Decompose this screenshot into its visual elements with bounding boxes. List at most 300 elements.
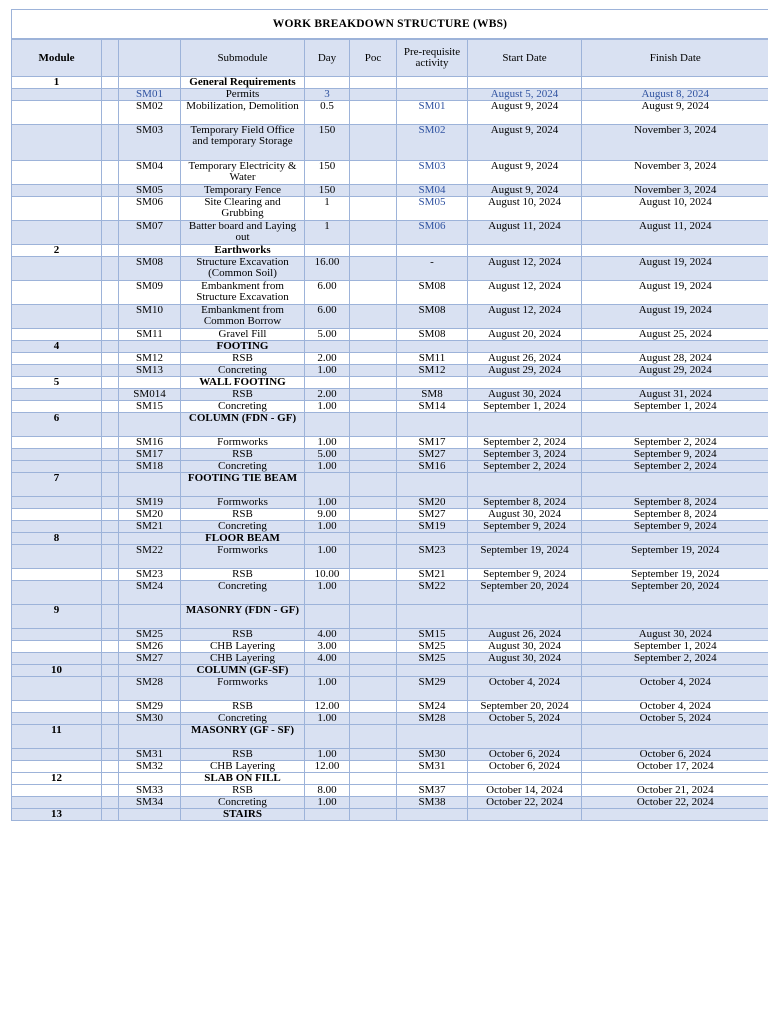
finish-date: November 3, 2024 (582, 185, 768, 197)
blank-cell (305, 725, 350, 749)
blank-cell (102, 437, 119, 449)
finish-date: September 19, 2024 (582, 545, 768, 569)
submodule-row (12, 125, 768, 161)
module-number: 10 (12, 665, 102, 677)
blank-cell (305, 413, 350, 437)
blank-cell (119, 605, 181, 629)
day-value: 12.00 (305, 701, 350, 713)
day-value: 2.00 (305, 353, 350, 365)
poc-value (350, 185, 397, 197)
submodule-name: Concreting (181, 797, 305, 809)
submodule-code: SM01 (119, 89, 181, 101)
blank-cell (119, 725, 181, 749)
submodule-name: Concreting (181, 461, 305, 473)
blank-cell (12, 545, 102, 569)
blank-cell (582, 245, 768, 257)
submodule-code: SM05 (119, 185, 181, 197)
blank-cell (397, 413, 468, 437)
poc-value (350, 305, 397, 329)
blank-cell (582, 77, 768, 89)
start-date: August 12, 2024 (468, 257, 582, 281)
poc-value (350, 401, 397, 413)
blank-cell (397, 245, 468, 257)
blank-cell (468, 605, 582, 629)
blank-cell (582, 377, 768, 389)
blank-cell (102, 725, 119, 749)
header-poc: Poc (350, 40, 397, 77)
blank-cell (102, 89, 119, 101)
blank-cell (102, 77, 119, 89)
submodule-code: SM15 (119, 401, 181, 413)
blank-cell (102, 521, 119, 533)
blank-cell (397, 725, 468, 749)
submodule-row (12, 437, 768, 449)
blank-cell (468, 473, 582, 497)
blank-cell (305, 665, 350, 677)
prerequisite-value: SM11 (397, 353, 468, 365)
submodule-row (12, 185, 768, 197)
module-row (12, 605, 768, 629)
submodule-code: SM28 (119, 677, 181, 701)
blank-cell (119, 665, 181, 677)
finish-date: August 19, 2024 (582, 257, 768, 281)
blank-cell (119, 377, 181, 389)
poc-value (350, 161, 397, 185)
finish-date: September 19, 2024 (582, 569, 768, 581)
blank-cell (468, 413, 582, 437)
submodule-name: CHB Layering (181, 653, 305, 665)
submodule-code: SM08 (119, 257, 181, 281)
blank-cell (102, 629, 119, 641)
submodule-row (12, 545, 768, 569)
blank-cell (305, 773, 350, 785)
blank-cell (582, 809, 768, 821)
blank-cell (305, 533, 350, 545)
blank-cell (397, 77, 468, 89)
blank-cell (305, 809, 350, 821)
submodule-code: SM03 (119, 125, 181, 161)
module-title: SLAB ON FILL (181, 773, 305, 785)
blank-cell (102, 533, 119, 545)
submodule-code: SM02 (119, 101, 181, 125)
blank-cell (12, 629, 102, 641)
day-value: 5.00 (305, 329, 350, 341)
poc-value (350, 281, 397, 305)
blank-cell (12, 365, 102, 377)
submodule-code: SM18 (119, 461, 181, 473)
finish-date: November 3, 2024 (582, 161, 768, 185)
day-value: 1.00 (305, 797, 350, 809)
prerequisite-value: SM03 (397, 161, 468, 185)
submodule-code: SM23 (119, 569, 181, 581)
blank-cell (12, 401, 102, 413)
submodule-row (12, 161, 768, 185)
prerequisite-value: SM25 (397, 653, 468, 665)
submodule-name: Temporary Fence (181, 185, 305, 197)
submodule-name: Formworks (181, 677, 305, 701)
submodule-name: Gravel Fill (181, 329, 305, 341)
blank-cell (350, 773, 397, 785)
table-body (12, 77, 768, 821)
blank-cell (102, 101, 119, 125)
start-date: September 9, 2024 (468, 569, 582, 581)
submodule-name: RSB (181, 449, 305, 461)
module-title: COLUMN (GF-SF) (181, 665, 305, 677)
module-row (12, 665, 768, 677)
blank-cell (350, 473, 397, 497)
finish-date: September 8, 2024 (582, 509, 768, 521)
blank-cell (468, 665, 582, 677)
submodule-row (12, 365, 768, 377)
start-date: August 30, 2024 (468, 653, 582, 665)
prerequisite-value: SM16 (397, 461, 468, 473)
poc-value (350, 353, 397, 365)
submodule-code: SM29 (119, 701, 181, 713)
blank-cell (102, 665, 119, 677)
blank-cell (468, 377, 582, 389)
start-date: October 6, 2024 (468, 761, 582, 773)
start-date: September 3, 2024 (468, 449, 582, 461)
poc-value (350, 197, 397, 221)
blank-cell (102, 605, 119, 629)
submodule-name: Structure Excavation (Common Soil) (181, 257, 305, 281)
finish-date: September 1, 2024 (582, 401, 768, 413)
blank-cell (397, 533, 468, 545)
submodule-code: SM09 (119, 281, 181, 305)
prerequisite-value: SM08 (397, 281, 468, 305)
day-value: 6.00 (305, 305, 350, 329)
finish-date: August 19, 2024 (582, 305, 768, 329)
poc-value (350, 437, 397, 449)
submodule-row (12, 653, 768, 665)
poc-value (350, 629, 397, 641)
prerequisite-value: SM30 (397, 749, 468, 761)
poc-value (350, 713, 397, 725)
header-blank-1 (102, 40, 119, 77)
blank-cell (350, 665, 397, 677)
poc-value (350, 677, 397, 701)
day-value: 1 (305, 197, 350, 221)
submodule-name: Embankment from Common Borrow (181, 305, 305, 329)
finish-date: August 30, 2024 (582, 629, 768, 641)
submodule-row (12, 221, 768, 245)
blank-cell (102, 509, 119, 521)
submodule-row (12, 641, 768, 653)
blank-cell (12, 389, 102, 401)
submodule-name: RSB (181, 509, 305, 521)
submodule-name: Concreting (181, 581, 305, 605)
blank-cell (397, 377, 468, 389)
submodule-row (12, 305, 768, 329)
day-value: 150 (305, 125, 350, 161)
submodule-name: Formworks (181, 545, 305, 569)
header-prerequisite: Pre-requisite activity (397, 40, 468, 77)
blank-cell (102, 473, 119, 497)
start-date: September 20, 2024 (468, 701, 582, 713)
prerequisite-value: SM12 (397, 365, 468, 377)
day-value: 1.00 (305, 545, 350, 569)
submodule-code: SM19 (119, 497, 181, 509)
blank-cell (397, 473, 468, 497)
header-blank-2 (119, 40, 181, 77)
start-date: August 11, 2024 (468, 221, 582, 245)
start-date: August 9, 2024 (468, 101, 582, 125)
blank-cell (102, 461, 119, 473)
submodule-code: SM07 (119, 221, 181, 245)
submodule-row (12, 713, 768, 725)
poc-value (350, 329, 397, 341)
module-row (12, 413, 768, 437)
blank-cell (102, 413, 119, 437)
module-row (12, 473, 768, 497)
module-title: Earthworks (181, 245, 305, 257)
prerequisite-value: SM25 (397, 641, 468, 653)
module-row (12, 341, 768, 353)
start-date: September 1, 2024 (468, 401, 582, 413)
start-date: September 2, 2024 (468, 461, 582, 473)
blank-cell (119, 341, 181, 353)
submodule-name: Concreting (181, 401, 305, 413)
blank-cell (102, 161, 119, 185)
module-title: STAIRS (181, 809, 305, 821)
finish-date: August 28, 2024 (582, 353, 768, 365)
start-date: September 9, 2024 (468, 521, 582, 533)
poc-value (350, 125, 397, 161)
blank-cell (350, 605, 397, 629)
module-number: 1 (12, 77, 102, 89)
blank-cell (305, 245, 350, 257)
table-header-row (12, 40, 768, 77)
finish-date: August 31, 2024 (582, 389, 768, 401)
header-finish-date: Finish Date (582, 40, 768, 77)
day-value: 150 (305, 161, 350, 185)
blank-cell (350, 77, 397, 89)
blank-cell (582, 413, 768, 437)
blank-cell (305, 377, 350, 389)
start-date: August 26, 2024 (468, 629, 582, 641)
submodule-name: Site Clearing and Grubbing (181, 197, 305, 221)
day-value: 1.00 (305, 437, 350, 449)
poc-value (350, 701, 397, 713)
module-title: MASONRY (GF - SF) (181, 725, 305, 749)
day-value: 6.00 (305, 281, 350, 305)
module-title: FLOOR BEAM (181, 533, 305, 545)
blank-cell (12, 785, 102, 797)
module-title: FOOTING TIE BEAM (181, 473, 305, 497)
blank-cell (350, 725, 397, 749)
submodule-row (12, 509, 768, 521)
prerequisite-value: SM14 (397, 401, 468, 413)
day-value: 1.00 (305, 521, 350, 533)
blank-cell (119, 809, 181, 821)
submodule-name: Temporary Field Office and temporary Storage (181, 125, 305, 161)
blank-cell (305, 473, 350, 497)
day-value: 9.00 (305, 509, 350, 521)
blank-cell (12, 101, 102, 125)
blank-cell (119, 245, 181, 257)
poc-value (350, 89, 397, 101)
prerequisite-value: SM17 (397, 437, 468, 449)
day-value: 1.00 (305, 497, 350, 509)
poc-value (350, 785, 397, 797)
blank-cell (397, 605, 468, 629)
submodule-code: SM34 (119, 797, 181, 809)
submodule-name: Permits (181, 89, 305, 101)
poc-value (350, 257, 397, 281)
blank-cell (582, 725, 768, 749)
blank-cell (468, 341, 582, 353)
blank-cell (12, 329, 102, 341)
blank-cell (12, 197, 102, 221)
start-date: August 9, 2024 (468, 125, 582, 161)
blank-cell (102, 329, 119, 341)
start-date: August 29, 2024 (468, 365, 582, 377)
day-value: 1 (305, 221, 350, 245)
header-submodule: Submodule (181, 40, 305, 77)
blank-cell (102, 185, 119, 197)
poc-value (350, 749, 397, 761)
start-date: August 26, 2024 (468, 353, 582, 365)
submodule-row (12, 629, 768, 641)
submodule-name: RSB (181, 353, 305, 365)
start-date: September 20, 2024 (468, 581, 582, 605)
blank-cell (12, 161, 102, 185)
finish-date: August 25, 2024 (582, 329, 768, 341)
blank-cell (305, 605, 350, 629)
document-title: WORK BREAKDOWN STRUCTURE (WBS) (11, 9, 768, 39)
poc-value (350, 641, 397, 653)
blank-cell (582, 665, 768, 677)
day-value: 4.00 (305, 629, 350, 641)
module-number: 5 (12, 377, 102, 389)
prerequisite-value: SM08 (397, 329, 468, 341)
submodule-name: CHB Layering (181, 761, 305, 773)
submodule-name: RSB (181, 701, 305, 713)
submodule-name: RSB (181, 629, 305, 641)
module-row (12, 245, 768, 257)
submodule-row (12, 329, 768, 341)
finish-date: September 9, 2024 (582, 521, 768, 533)
submodule-row (12, 569, 768, 581)
day-value: 150 (305, 185, 350, 197)
finish-date: October 6, 2024 (582, 749, 768, 761)
start-date: August 12, 2024 (468, 281, 582, 305)
prerequisite-value: SM29 (397, 677, 468, 701)
blank-cell (350, 377, 397, 389)
blank-cell (12, 221, 102, 245)
finish-date: September 8, 2024 (582, 497, 768, 509)
blank-cell (397, 341, 468, 353)
poc-value (350, 569, 397, 581)
blank-cell (397, 809, 468, 821)
blank-cell (582, 341, 768, 353)
finish-date: October 22, 2024 (582, 797, 768, 809)
submodule-name: Embankment from Structure Excavation (181, 281, 305, 305)
blank-cell (397, 665, 468, 677)
blank-cell (468, 773, 582, 785)
blank-cell (12, 353, 102, 365)
submodule-name: Concreting (181, 521, 305, 533)
finish-date: September 20, 2024 (582, 581, 768, 605)
submodule-row (12, 677, 768, 701)
poc-value (350, 101, 397, 125)
finish-date: September 1, 2024 (582, 641, 768, 653)
blank-cell (12, 281, 102, 305)
blank-cell (12, 521, 102, 533)
blank-cell (12, 185, 102, 197)
blank-cell (102, 389, 119, 401)
submodule-code: SM014 (119, 389, 181, 401)
blank-cell (468, 533, 582, 545)
poc-value (350, 449, 397, 461)
poc-value (350, 545, 397, 569)
submodule-name: Formworks (181, 437, 305, 449)
blank-cell (102, 785, 119, 797)
prerequisite-value: SM31 (397, 761, 468, 773)
poc-value (350, 389, 397, 401)
blank-cell (12, 497, 102, 509)
poc-value (350, 509, 397, 521)
prerequisite-value: SM06 (397, 221, 468, 245)
wbs-table (11, 39, 768, 821)
submodule-code: SM30 (119, 713, 181, 725)
day-value: 1.00 (305, 581, 350, 605)
prerequisite-value: SM23 (397, 545, 468, 569)
submodule-code: SM25 (119, 629, 181, 641)
blank-cell (12, 449, 102, 461)
day-value: 8.00 (305, 785, 350, 797)
blank-cell (102, 797, 119, 809)
prerequisite-value: SM20 (397, 497, 468, 509)
finish-date: September 2, 2024 (582, 437, 768, 449)
blank-cell (12, 509, 102, 521)
day-value: 5.00 (305, 449, 350, 461)
submodule-row (12, 521, 768, 533)
blank-cell (102, 749, 119, 761)
day-value: 0.5 (305, 101, 350, 125)
day-value: 16.00 (305, 257, 350, 281)
start-date: September 8, 2024 (468, 497, 582, 509)
finish-date: November 3, 2024 (582, 125, 768, 161)
prerequisite-value: - (397, 257, 468, 281)
blank-cell (12, 749, 102, 761)
prerequisite-value: SM37 (397, 785, 468, 797)
submodule-row (12, 581, 768, 605)
submodule-name: RSB (181, 749, 305, 761)
submodule-code: SM27 (119, 653, 181, 665)
start-date: August 10, 2024 (468, 197, 582, 221)
blank-cell (102, 701, 119, 713)
prerequisite-value: SM8 (397, 389, 468, 401)
submodule-row (12, 701, 768, 713)
blank-cell (12, 641, 102, 653)
finish-date: October 21, 2024 (582, 785, 768, 797)
submodule-code: SM24 (119, 581, 181, 605)
submodule-code: SM33 (119, 785, 181, 797)
module-row (12, 725, 768, 749)
blank-cell (12, 581, 102, 605)
poc-value (350, 221, 397, 245)
prerequisite-value: SM15 (397, 629, 468, 641)
blank-cell (102, 677, 119, 701)
submodule-row (12, 197, 768, 221)
blank-cell (102, 365, 119, 377)
prerequisite-value: SM24 (397, 701, 468, 713)
blank-cell (12, 713, 102, 725)
blank-cell (102, 773, 119, 785)
blank-cell (468, 725, 582, 749)
module-row (12, 773, 768, 785)
